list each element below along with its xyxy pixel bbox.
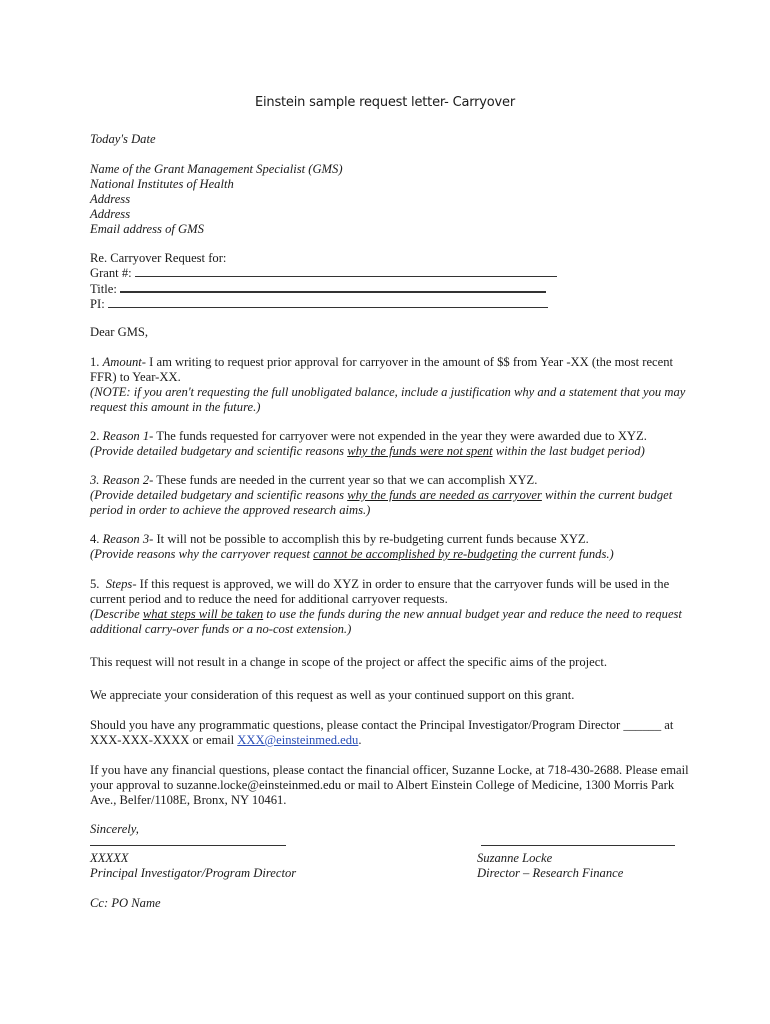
p5-note-b: to use the funds during the new annual budget year and reduce the need to request additional carry-over funds or a no-cost extension.) <box>90 607 682 636</box>
p2-note-b: within the last budget period) <box>492 444 645 458</box>
p1-note: (NOTE: if you aren't requesting the full unobligated balance, include a justification why and a statement that you may request this amount in the future.) <box>90 385 686 414</box>
recipient-line: Address <box>90 192 131 206</box>
p4-note-b: the current funds.) <box>517 547 614 561</box>
paragraph-reason-1 <box>90 429 690 459</box>
salutation: Dear GMS, <box>90 325 149 339</box>
recipient-line: Name of the Grant Management Specialist (GMS) <box>90 162 343 176</box>
re-heading: Re. Carryover Request for: <box>90 251 227 265</box>
p2-number: 2. <box>90 429 100 443</box>
programmatic-questions <box>90 718 690 748</box>
p4-note-underlined: cannot be accomplished by re-budgeting <box>313 547 518 561</box>
p1-number: 1. <box>90 355 100 369</box>
paragraph-reason-3 <box>90 532 690 562</box>
p2-note-a: (Provide detailed budgetary and scientific reasons <box>90 444 348 458</box>
p3-note-a: (Provide detailed budgetary and scientific reasons <box>90 488 348 502</box>
signature-line-right <box>481 845 675 846</box>
p5-label: Steps <box>105 577 133 591</box>
signature-line-left <box>90 845 286 846</box>
p2-note-underlined: why the funds were not spent <box>347 444 493 458</box>
p4-label: Reason 3 <box>102 532 150 546</box>
p2-label: Reason 1 <box>102 429 150 443</box>
signature-left <box>90 851 296 881</box>
signature-right-role: Director – Research Finance <box>477 866 624 880</box>
recipient-block <box>90 162 690 237</box>
paragraph-reason-2 <box>90 473 690 518</box>
signature-left-role: Principal Investigator/Program Director <box>90 866 297 880</box>
signature-right-name: Suzanne Locke <box>477 851 553 865</box>
paragraph-amount <box>90 355 690 415</box>
re-title-line <box>90 281 690 297</box>
p2-text: - The funds requested for carryover were not expended in the year they were awarded due to XYZ. <box>149 429 647 443</box>
p3-note-underlined: why the funds are needed as carryover <box>347 488 542 502</box>
re-grant-label: Grant #: <box>90 266 132 280</box>
p1-text: - I am writing to request prior approval for carryover in the amount of $$ from Year -XX (the most recent FFR) to Year-XX. <box>90 355 674 384</box>
p5-note-underlined: what steps will be taken <box>142 607 264 621</box>
signature-left-name: XXXXX <box>90 851 129 865</box>
p3-note-b: within the current budget period in order to achieve the approved research aims.) <box>90 488 673 517</box>
grant-blank <box>135 266 557 277</box>
re-pi-line <box>90 297 690 312</box>
p5-text: - If this request is approved, we will do XYZ in order to ensure that the carryover funds will be used in the current period and to reduce the need for additional carryover requests. <box>90 577 670 606</box>
prog-text: Should you have any programmatic questions, please contact the Principal Investigator/Program Director ______ at XXX-XXX-XXXX or email <box>90 718 674 747</box>
recipient-line: National Institutes of Health <box>90 177 234 191</box>
p5-number: 5. <box>90 577 100 591</box>
p4-text: - It will not be possible to accomplish this by re-budgeting current funds because XYZ. <box>149 532 589 546</box>
re-title-label: Title: <box>90 282 117 296</box>
appreciation-statement: We appreciate your consideration of this request as well as your continued support on this grant. <box>90 688 575 702</box>
title-blank <box>120 281 546 293</box>
cc-line: Cc: PO Name <box>90 896 161 910</box>
p3-text: - These funds are needed in the current year so that we can accomplish XYZ. <box>149 473 538 487</box>
p1-label: Amount <box>102 355 142 369</box>
re-grant-line <box>90 266 690 281</box>
scope-statement: This request will not result in a change in scope of the project or affect the specific aims of the project. <box>90 655 607 669</box>
financial-questions: If you have any financial questions, please contact the financial officer, Suzanne Locke, at 718-430-2688. Please email your approval to suzanne.locke@einsteinmed.edu or mail to Albert Einstein College of Medicine, 1300 Morris Park Ave., Belfer/1108E, Bronx, NY 10461. <box>90 763 689 807</box>
p3-label: 3. Reason 2 <box>90 473 150 487</box>
signature-right <box>477 851 623 881</box>
re-block <box>90 251 690 312</box>
p4-note-a: (Provide reasons why the carryover request <box>90 547 314 561</box>
closing: Sincerely, <box>90 822 139 836</box>
email-link[interactable]: XXX@einsteinmed.edu <box>237 733 359 747</box>
re-pi-label: PI: <box>90 297 105 311</box>
prog-text-end: . <box>358 733 362 747</box>
p5-note-a: (Describe <box>90 607 143 621</box>
pi-blank <box>108 297 548 308</box>
recipient-line: Email address of GMS <box>90 222 204 236</box>
page-title: Einstein sample request letter- Carryover <box>255 95 515 110</box>
paragraph-steps <box>90 577 690 637</box>
recipient-line: Address <box>90 207 131 221</box>
date-line: Today's Date <box>90 132 156 146</box>
p4-number: 4. <box>90 532 100 546</box>
